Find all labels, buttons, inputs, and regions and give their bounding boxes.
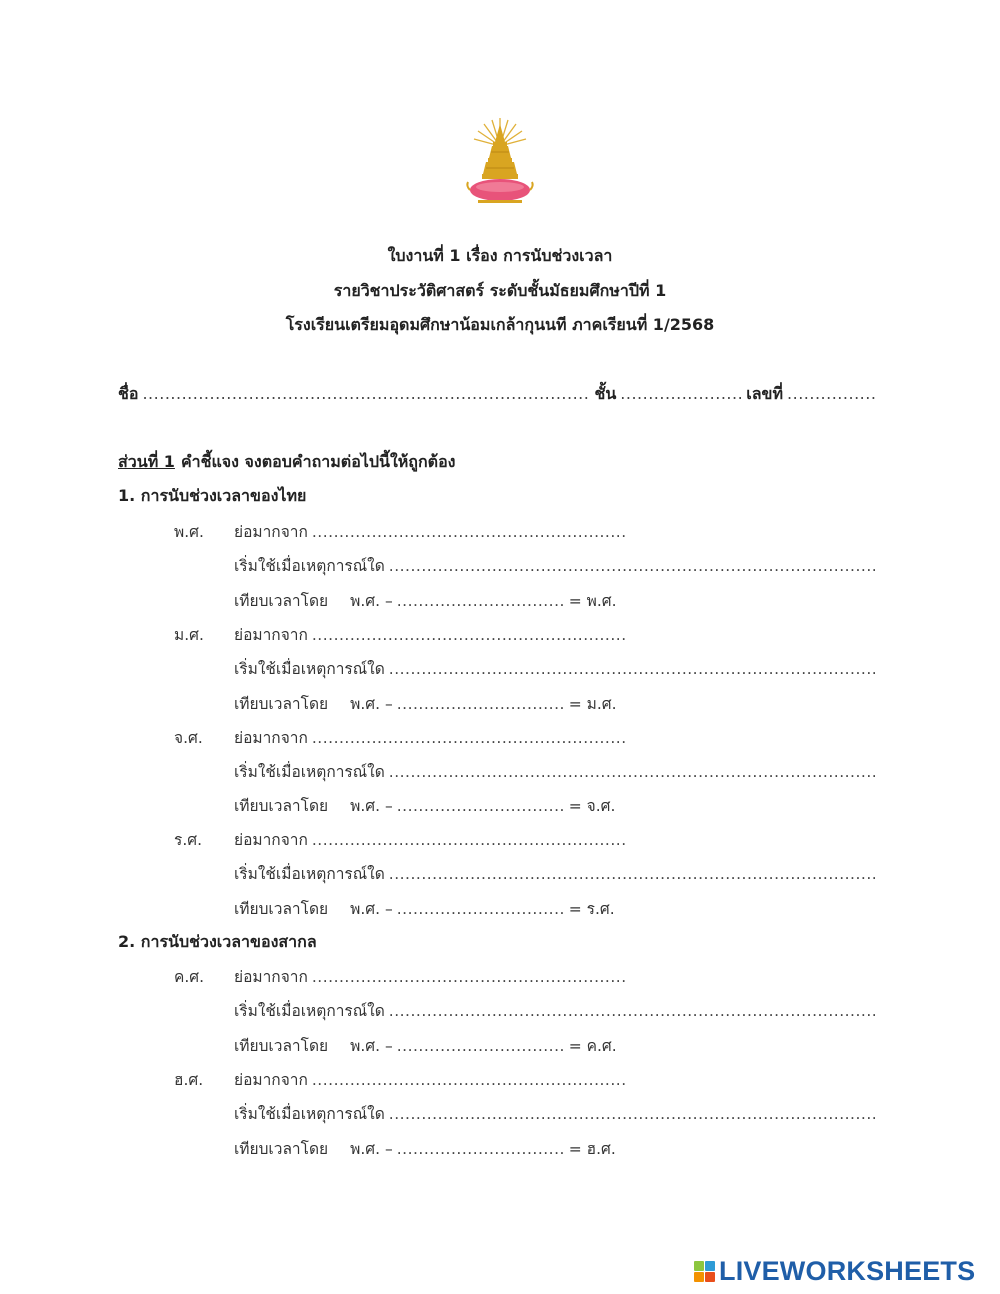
result-label: = พ.ศ. <box>568 592 617 610</box>
compare-label: เทียบเวลาโดย <box>234 1037 329 1055</box>
compare-label: เทียบเวลาโดย <box>234 900 329 918</box>
emblem-crown-icon <box>482 124 518 179</box>
started-label: เริ่มใช้เมื่อเหตุการณ์ใด <box>234 763 385 781</box>
started-label: เริ่มใช้เมื่อเหตุการณ์ใด <box>234 557 385 575</box>
compare-row <box>234 896 615 921</box>
be-minus-label: พ.ศ. – <box>350 900 393 918</box>
compare-answer-field[interactable] <box>397 797 565 815</box>
class-field[interactable] <box>620 384 742 403</box>
abbrev-label: ย่อมากจาก <box>234 968 308 986</box>
result-label: = ร.ศ. <box>568 900 615 918</box>
result-label: = ฮ.ศ. <box>568 1140 616 1158</box>
name-field[interactable] <box>142 384 590 403</box>
abbrev-answer-field[interactable] <box>312 523 628 541</box>
part-heading <box>118 450 456 475</box>
abbrev-answer-field[interactable] <box>312 729 628 747</box>
section-title: 1. การนับช่วงเวลาของไทย <box>118 486 307 505</box>
brand-block-blue <box>705 1261 715 1271</box>
started-label: เริ่มใช้เมื่อเหตุการณ์ใด <box>234 1105 385 1123</box>
started-answer-field[interactable] <box>389 557 878 575</box>
started-label: เริ่มใช้เมื่อเหตุการณ์ใด <box>234 1002 385 1020</box>
result-label: = จ.ศ. <box>568 797 616 815</box>
compare-answer-field[interactable] <box>397 592 565 610</box>
section-title: 2. การนับช่วงเวลาของสากล <box>118 932 317 951</box>
started-row <box>234 998 882 1023</box>
abbrev-row <box>234 725 632 750</box>
school-line: โรงเรียนเตรียมอุดมศึกษาน้อมเกล้ากุนนที ภาคเรียนที่ 1/2568 <box>285 315 715 334</box>
brand-block-red <box>705 1272 715 1282</box>
compare-row <box>234 1033 617 1058</box>
liveworksheets-wordmark: LIVEWORKSHEETS <box>719 1256 976 1286</box>
started-answer-field[interactable] <box>389 763 878 781</box>
brand-block-orange <box>694 1272 704 1282</box>
number-field[interactable] <box>787 384 878 403</box>
started-row <box>234 1101 882 1126</box>
be-minus-label: พ.ศ. – <box>350 1037 393 1055</box>
be-minus-label: พ.ศ. – <box>350 592 393 610</box>
be-minus-label: พ.ศ. – <box>350 695 393 713</box>
abbrev-answer-field[interactable] <box>312 1071 628 1089</box>
started-answer-field[interactable] <box>389 1105 878 1123</box>
abbrev-row <box>234 622 632 647</box>
compare-label: เทียบเวลาโดย <box>234 797 329 815</box>
compare-answer-field[interactable] <box>397 1037 565 1055</box>
number-label: เลขที่ <box>746 384 784 403</box>
era-code: ร.ศ. <box>174 831 203 849</box>
era-code: พ.ศ. <box>174 523 204 541</box>
abbrev-label: ย่อมากจาก <box>234 523 308 541</box>
abbrev-label: ย่อมากจาก <box>234 729 308 747</box>
started-row <box>234 553 882 578</box>
name-label: ชื่อ <box>118 384 139 403</box>
started-answer-field[interactable] <box>389 865 878 883</box>
emblem-cushion-icon <box>467 179 532 203</box>
compare-row <box>234 1136 616 1161</box>
worksheet-title: ใบงานที่ 1 เรื่อง การนับช่วงเวลา <box>387 246 613 265</box>
compare-label: เทียบเวลาโดย <box>234 592 329 610</box>
part-label: ส่วนที่ 1 <box>118 452 175 471</box>
liveworksheets-blocks-icon <box>694 1261 715 1282</box>
subject-line: รายวิชาประวัติศาสตร์ ระดับชั้นมัธยมศึกษาปีที่ 1 <box>333 281 667 300</box>
started-label: เริ่มใช้เมื่อเหตุการณ์ใด <box>234 660 385 678</box>
compare-row <box>234 588 617 613</box>
brand-block-green <box>694 1261 704 1271</box>
be-minus-label: พ.ศ. – <box>350 797 393 815</box>
era-code: ค.ศ. <box>174 968 205 986</box>
abbrev-label: ย่อมากจาก <box>234 831 308 849</box>
part-instruction: คำชี้แจง จงตอบคำถามต่อไปนี้ให้ถูกต้อง <box>180 452 456 471</box>
abbrev-row <box>234 1067 632 1092</box>
abbrev-answer-field[interactable] <box>312 626 628 644</box>
liveworksheets-logo[interactable] <box>694 1256 975 1287</box>
abbrev-label: ย่อมากจาก <box>234 1071 308 1089</box>
started-answer-field[interactable] <box>389 1002 878 1020</box>
started-row <box>234 656 882 681</box>
started-answer-field[interactable] <box>389 660 878 678</box>
abbrev-answer-field[interactable] <box>312 831 628 849</box>
abbrev-row <box>234 519 632 544</box>
compare-answer-field[interactable] <box>397 900 565 918</box>
compare-label: เทียบเวลาโดย <box>234 695 329 713</box>
era-code: ม.ศ. <box>174 626 204 644</box>
result-label: = ค.ศ. <box>568 1037 617 1055</box>
abbrev-answer-field[interactable] <box>312 968 628 986</box>
started-row <box>234 759 882 784</box>
compare-answer-field[interactable] <box>397 695 565 713</box>
class-label: ชั้น <box>594 384 617 403</box>
era-code: ฮ.ศ. <box>174 1071 204 1089</box>
compare-row <box>234 793 615 818</box>
school-emblem-logo <box>462 116 538 208</box>
student-info-row <box>118 382 882 407</box>
compare-row <box>234 691 617 716</box>
be-minus-label: พ.ศ. – <box>350 1140 393 1158</box>
abbrev-label: ย่อมากจาก <box>234 626 308 644</box>
abbrev-row <box>234 964 632 989</box>
compare-label: เทียบเวลาโดย <box>234 1140 329 1158</box>
started-label: เริ่มใช้เมื่อเหตุการณ์ใด <box>234 865 385 883</box>
result-label: = ม.ศ. <box>568 695 617 713</box>
abbrev-row <box>234 827 632 852</box>
started-row <box>234 861 882 886</box>
compare-answer-field[interactable] <box>397 1140 565 1158</box>
era-code: จ.ศ. <box>174 729 203 747</box>
